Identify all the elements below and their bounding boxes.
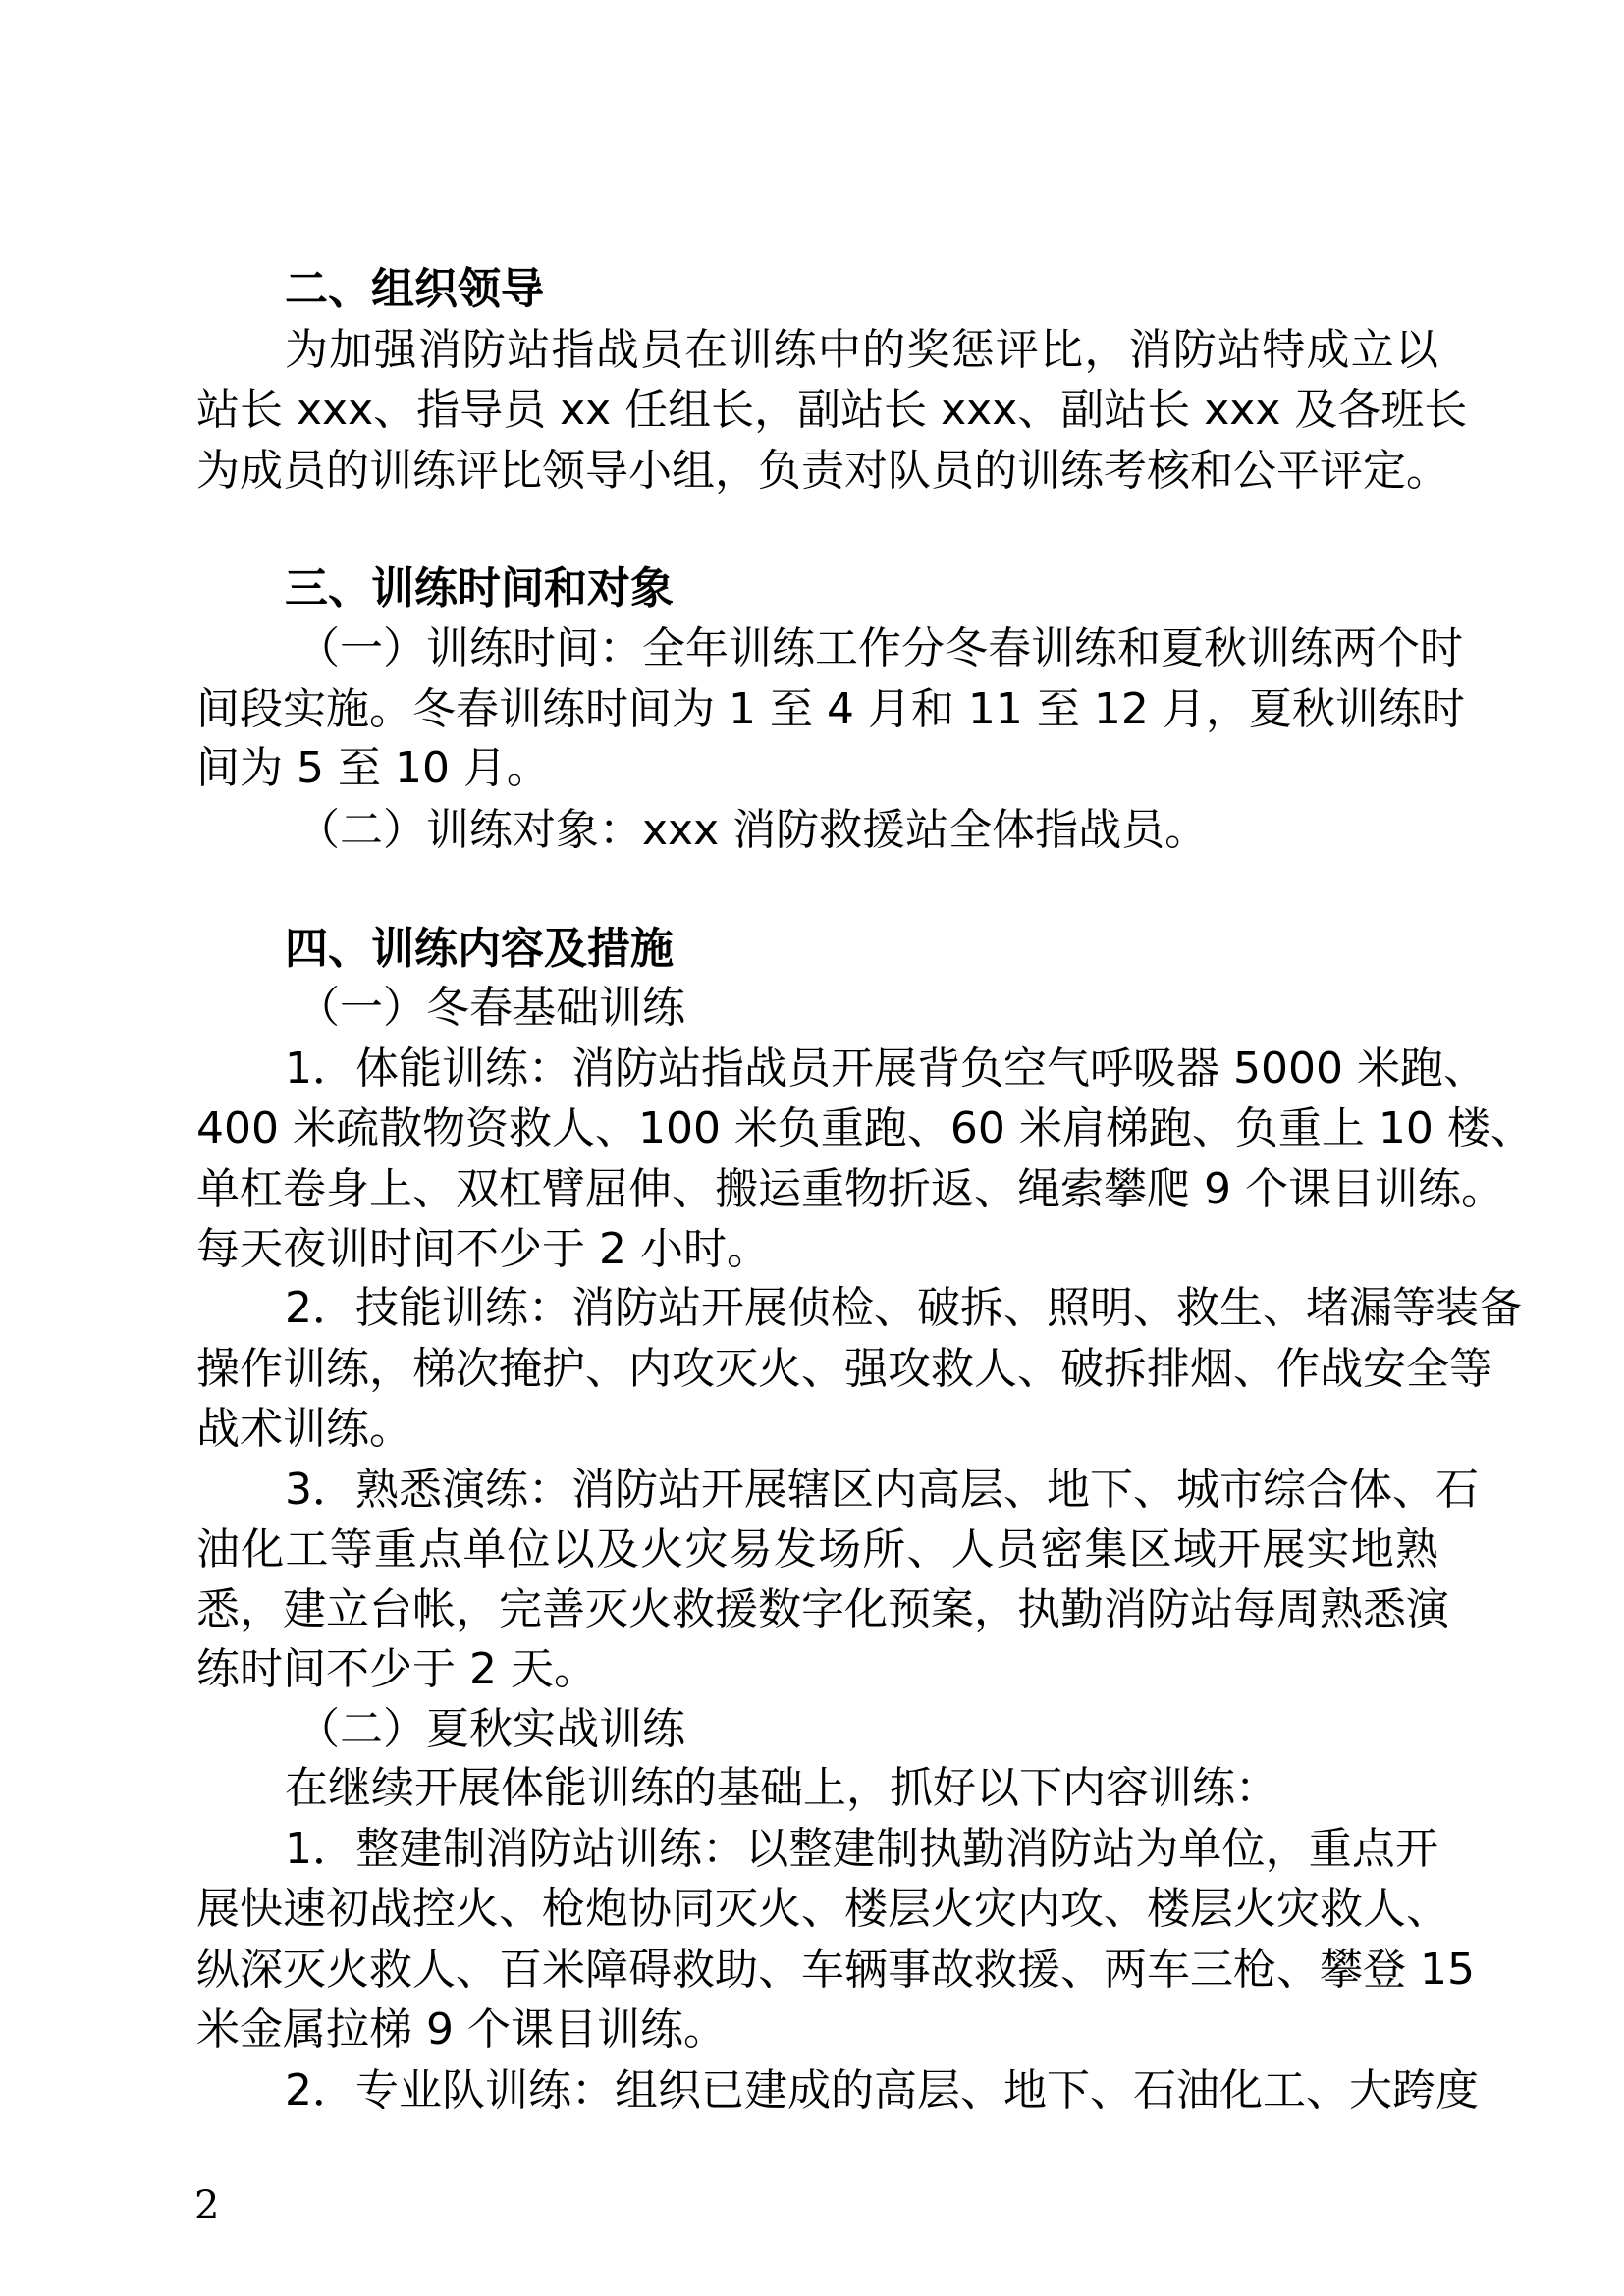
page-number: 2 [194, 2183, 220, 2228]
paragraph-line: 站长 xxx、指导员 xx 任组长，副站长 xxx、副站长 xxx 及各班长 [196, 385, 1468, 435]
subsection-heading: （二）夏秋实战训练 [297, 1704, 685, 1754]
section-heading: 二、组织领导 [285, 264, 544, 314]
paragraph-line: （二）训练对象：xxx 消防救援站全体指战员。 [297, 805, 1209, 855]
paragraph-line: 战术训练。 [196, 1404, 412, 1454]
paragraph-line: 3．熟悉演练：消防站开展辖区内高层、地下、城市综合体、石 [285, 1465, 1479, 1515]
paragraph-line: 在继续开展体能训练的基础上，抓好以下内容训练： [285, 1763, 1278, 1813]
paragraph-line: 展快速初战控火、枪炮协同灭火、楼层火灾内攻、楼层火灾救人、 [196, 1884, 1449, 1934]
paragraph-line: 间段实施。冬春训练时间为 1 至 4 月和 11 至 12 月，夏秋训练时 [196, 684, 1465, 734]
paragraph-line: 400 米疏散物资救人、100 米负重跑、60 米肩梯跑、负重上 10 楼、 [196, 1103, 1534, 1153]
paragraph-line: 1．体能训练：消防站指战员开展背负空气呼吸器 5000 米跑、 [285, 1043, 1487, 1094]
paragraph-line: 油化工等重点单位以及火灾易发场所、人员密集区域开展实地熟 [196, 1524, 1438, 1575]
paragraph-line: 为成员的训练评比领导小组，负责对队员的训练考核和公平评定。 [196, 446, 1449, 496]
paragraph-line: 练时间不少于 2 天。 [196, 1644, 597, 1694]
paragraph-line: （一）训练时间：全年训练工作分冬春训练和夏秋训练两个时 [297, 623, 1463, 673]
paragraph-line: 米金属拉梯 9 个课目训练。 [196, 2004, 727, 2055]
paragraph-line: 为加强消防站指战员在训练中的奖惩评比，消防站特成立以 [285, 325, 1438, 375]
paragraph-line: 每天夜训时间不少于 2 小时。 [196, 1224, 770, 1274]
paragraph-line: 悉，建立台帐，完善灭火救援数字化预案，执勤消防站每周熟悉演 [196, 1584, 1449, 1634]
paragraph-line: 1．整建制消防站训练：以整建制执勤消防站为单位，重点开 [285, 1824, 1438, 1874]
section-heading: 三、训练时间和对象 [285, 563, 674, 614]
subsection-heading: （一）冬春基础训练 [297, 983, 685, 1033]
paragraph-line: 2．专业队训练：组织已建成的高层、地下、石油化工、大跨度 [285, 2065, 1479, 2115]
paragraph-line: 2．技能训练：消防站开展侦检、破拆、照明、救生、堵漏等装备 [285, 1283, 1522, 1333]
paragraph-line: 单杠卷身上、双杠臂屈伸、搬运重物折返、绳索攀爬 9 个课目训练。 [196, 1164, 1504, 1214]
paragraph-line: 操作训练，梯次掩护、内攻灭火、强攻救人、破拆排烟、作战安全等 [196, 1344, 1492, 1394]
section-heading: 四、训练内容及措施 [285, 924, 674, 974]
paragraph-line: 间为 5 至 10 月。 [196, 743, 550, 793]
paragraph-line: 纵深灭火救人、百米障碍救助、车辆事故救援、两车三枪、攀登 15 [196, 1945, 1475, 1995]
